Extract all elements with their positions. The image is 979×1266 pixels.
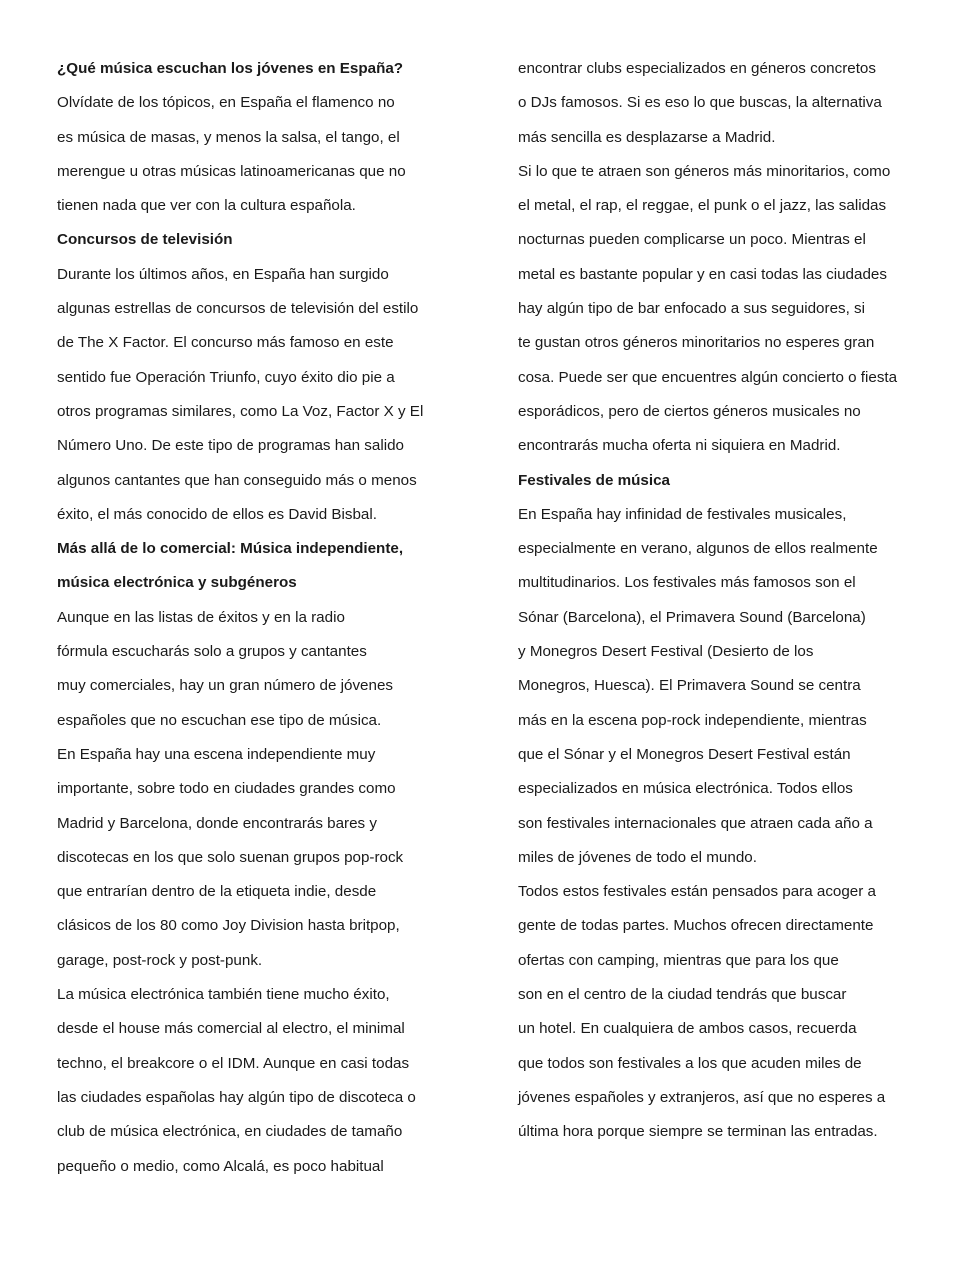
text-line: Olvídate de los tópicos, en España el flamenco no [57, 94, 395, 112]
text-line: otros programas similares, como La Voz, Factor X y El [57, 402, 424, 420]
text-line: son en el centro de la ciudad tendrás que buscar [518, 986, 847, 1004]
text-line: gente de todas partes. Muchos ofrecen directamente [518, 917, 874, 935]
text-line: clásicos de los 80 como Joy Division hasta britpop, [57, 917, 400, 935]
text-line: última hora porque siempre se terminan las entradas. [518, 1123, 878, 1141]
text-line: más sencilla es desplazarse a Madrid. [518, 128, 776, 146]
text-line: ofertas con camping, mientras que para los que [518, 951, 839, 969]
text-line: Si lo que te atraen son géneros más minoritarios, como [518, 162, 891, 180]
text-line: esporádicos, pero de ciertos géneros musicales no [518, 402, 861, 420]
text-line: garage, post-rock y post-punk. [57, 951, 263, 969]
text-line: son festivales internacionales que atraen cada año a [518, 814, 873, 832]
text-line: Sónar (Barcelona), el Primavera Sound (Barcelona) [518, 608, 866, 626]
text-line: que el Sónar y el Monegros Desert Festival están [518, 745, 851, 763]
text-line: especialmente en verano, algunos de ellos realmente [518, 540, 878, 558]
text-line: multitudinarios. Los festivales más famosos son el [518, 574, 856, 592]
text-line: es música de masas, y menos la salsa, el tango, el [57, 128, 400, 146]
section-heading: Festivales de música [518, 471, 670, 489]
text-line: de The X Factor. El concurso más famoso en este [57, 334, 394, 352]
text-line: especializados en música electrónica. Todos ellos [518, 780, 853, 798]
text-line: el metal, el rap, el reggae, el punk o el jazz, las salidas [518, 197, 887, 215]
text-line: algunas estrellas de concursos de televisión del estilo [57, 300, 419, 318]
text-line: Aunque en las listas de éxitos y en la radio [57, 608, 345, 626]
text-line: metal es bastante popular y en casi todas las ciudades [518, 265, 887, 283]
text-line: que entrarían dentro de la etiqueta indie, desde [57, 883, 377, 901]
text-line: Durante los últimos años, en España han surgido [57, 265, 389, 283]
text-line: La música electrónica también tiene mucho éxito, [57, 986, 390, 1004]
section-heading: Concursos de televisión [57, 231, 233, 249]
text-line: tienen nada que ver con la cultura española. [57, 197, 356, 215]
text-line: o DJs famosos. Si es eso lo que buscas, la alternativa [518, 94, 882, 112]
text-line: desde el house más comercial al electro, el minimal [57, 1020, 405, 1038]
text-line: las ciudades españolas hay algún tipo de discoteca o [57, 1088, 416, 1106]
text-line: fórmula escucharás solo a grupos y cantantes [57, 643, 367, 661]
text-line: En España hay una escena independiente muy [57, 745, 376, 763]
text-line: importante, sobre todo en ciudades grandes como [57, 780, 396, 798]
text-line: más en la escena pop-rock independiente, mientras [518, 711, 867, 729]
text-line: discotecas en los que solo suenan grupos pop-rock [57, 848, 404, 866]
left-column [57, 52, 477, 1184]
text-line: nocturnas pueden complicarse un poco. Mientras el [518, 231, 866, 249]
right-column [518, 52, 958, 1150]
text-line: que todos son festivales a los que acuden miles de [518, 1054, 862, 1072]
text-line: En España hay infinidad de festivales musicales, [518, 505, 847, 523]
text-line: club de música electrónica, en ciudades de tamaño [57, 1123, 403, 1141]
text-line: encontrar clubs especializados en géneros concretos [518, 60, 876, 77]
text-line: cosa. Puede ser que encuentres algún concierto o fiesta [518, 368, 898, 386]
text-line: Todos estos festivales están pensados para acoger a [518, 883, 876, 901]
text-line: Monegros, Huesca). El Primavera Sound se centra [518, 677, 861, 695]
section-heading: música electrónica y subgéneros [57, 574, 297, 592]
text-line: sentido fue Operación Triunfo, cuyo éxito dio pie a [57, 368, 395, 386]
text-line: te gustan otros géneros minoritarios no esperes gran [518, 334, 875, 352]
text-line: algunos cantantes que han conseguido más o menos [57, 471, 417, 489]
text-line: pequeño o medio, como Alcalá, es poco habitual [57, 1157, 384, 1175]
text-line: merengue u otras músicas latinoamericanas que no [57, 162, 406, 180]
section-heading: ¿Qué música escuchan los jóvenes en España? [57, 60, 404, 77]
text-line: Número Uno. De este tipo de programas han salido [57, 437, 404, 455]
text-line: y Monegros Desert Festival (Desierto de los [518, 643, 814, 661]
text-line: miles de jóvenes de todo el mundo. [518, 848, 757, 866]
text-line: un hotel. En cualquiera de ambos casos, recuerda [518, 1020, 857, 1038]
text-line: hay algún tipo de bar enfocado a sus seguidores, si [518, 300, 866, 318]
text-line: españoles que no escuchan ese tipo de música. [57, 711, 382, 729]
text-line: techno, el breakcore o el IDM. Aunque en casi todas [57, 1054, 410, 1072]
text-line: Madrid y Barcelona, donde encontrarás bares y [57, 814, 377, 832]
text-line: muy comerciales, hay un gran número de jóvenes [57, 677, 393, 695]
text-line: éxito, el más conocido de ellos es David Bisbal. [57, 505, 377, 523]
text-line: jóvenes españoles y extranjeros, así que no esperes a [518, 1088, 886, 1106]
text-line: encontrarás mucha oferta ni siquiera en Madrid. [518, 437, 841, 455]
section-heading: Más allá de lo comercial: Música independiente, [57, 540, 404, 558]
